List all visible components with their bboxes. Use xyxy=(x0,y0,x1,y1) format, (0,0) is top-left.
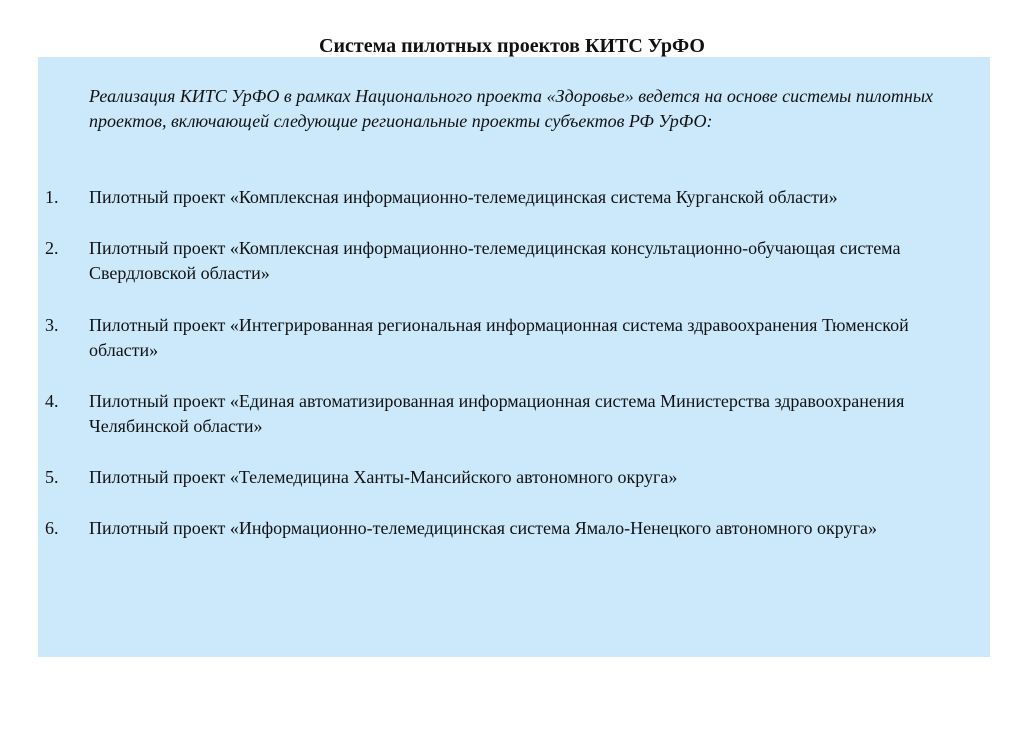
list-item-number: 5. xyxy=(45,467,59,487)
list-item-number: 2. xyxy=(45,238,59,258)
list-item-text: Пилотный проект «Комплексная информационно-телемедицинская система Курганской области» xyxy=(89,187,838,207)
list-item-number: 1. xyxy=(45,187,59,207)
slide-title: Система пилотных проектов КИТС УрФО xyxy=(319,35,705,57)
list-item-number: 6. xyxy=(45,518,59,538)
list-item-text: Пилотный проект «Информационно-телемедицинская система Ямало-Ненецкого автономного округа» xyxy=(89,518,877,538)
list-item-number: 3. xyxy=(45,315,59,335)
list-item-text: Пилотный проект «Комплексная информационно-телемедицинская консультационно-обучающая система Свердловской области» xyxy=(89,238,901,283)
list-item-text: Пилотный проект «Телемедицина Ханты-Мансийского автономного округа» xyxy=(89,467,678,487)
list-item-text: Пилотный проект «Интегрированная региональная информационная система здравоохранения Тюменской области» xyxy=(89,315,909,360)
list-item-text: Пилотный проект «Единая автоматизированная информационная система Министерства здравоохранения Челябинской области» xyxy=(89,391,905,436)
intro-text: Реализация КИТС УрФО в рамках Национального проекта «Здоровье» ведется на основе системы пилотных проектов, включающей следующие региональные проекты субъектов РФ УрФО: xyxy=(89,86,934,131)
list-item-number: 4. xyxy=(45,391,59,411)
